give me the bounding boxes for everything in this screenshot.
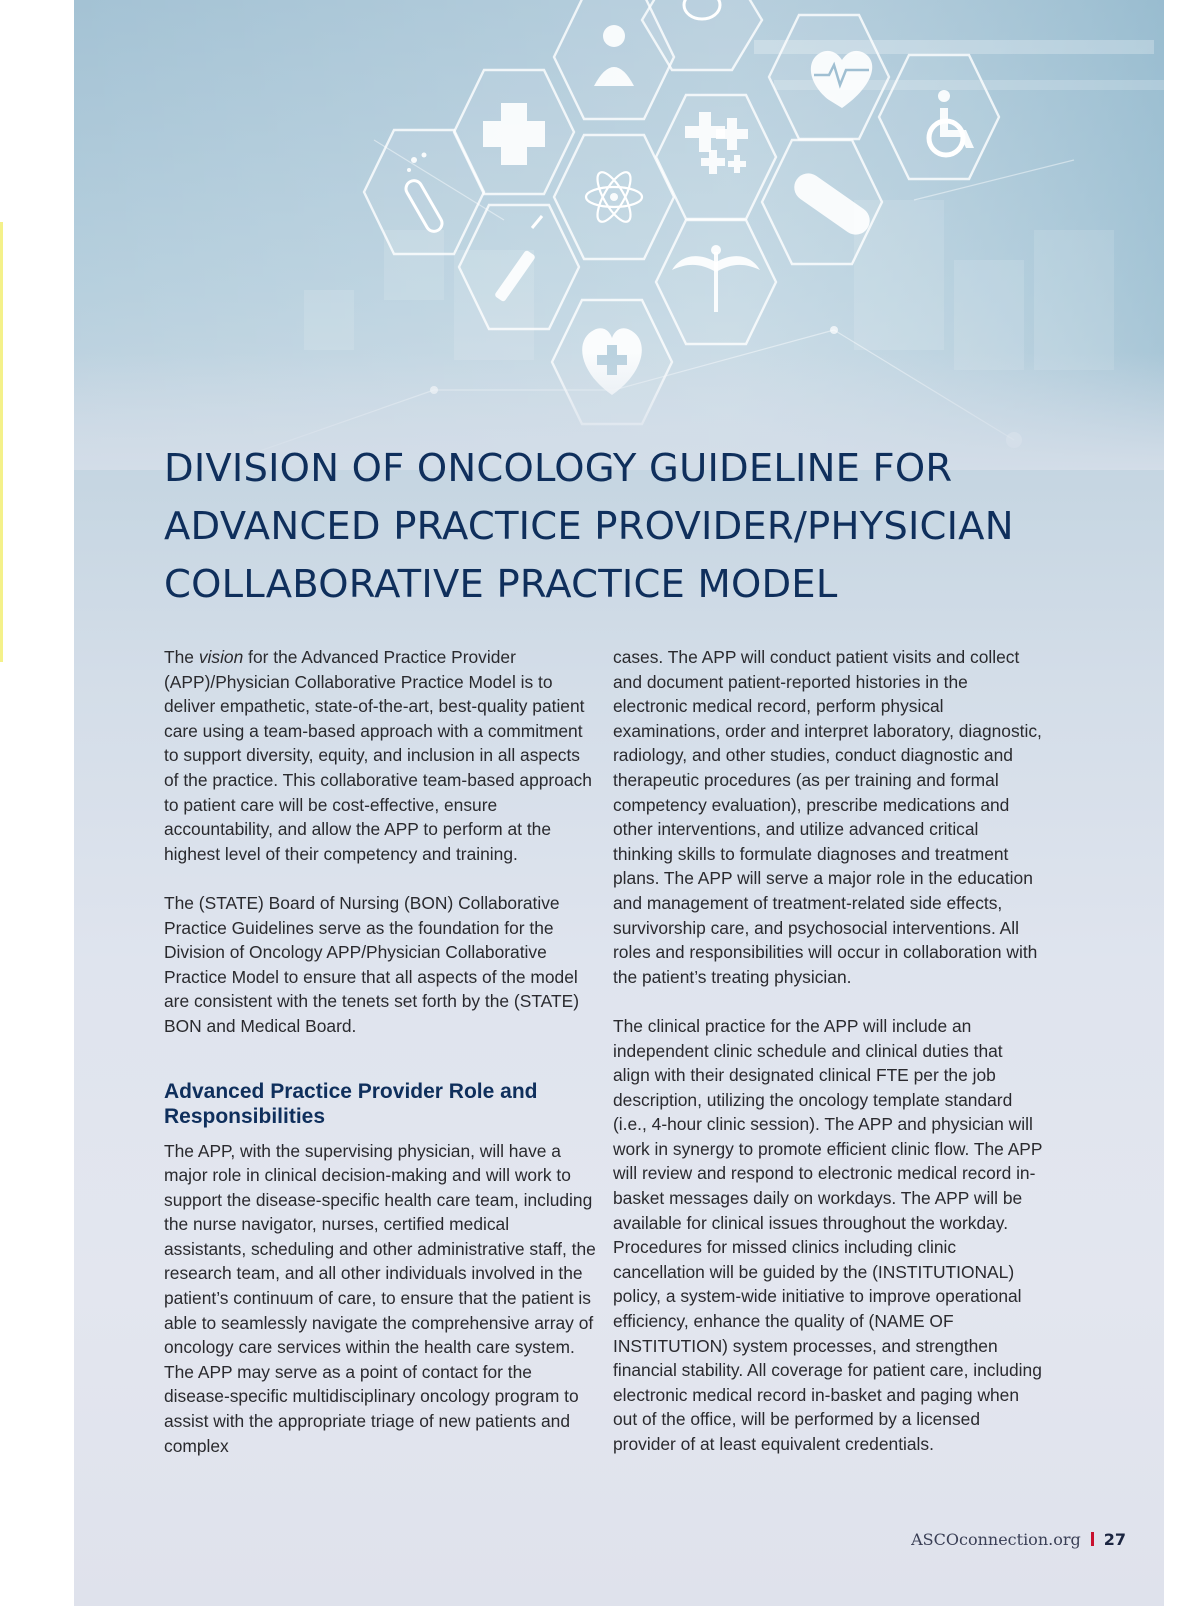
vision-emphasis: vision [198, 647, 244, 667]
bon-paragraph: The (STATE) Board of Nursing (BON) Collaborative Practice Guidelines serve as the foundation for the Division of Oncology APP/Physician Collaborative Practice Model to ensure that all aspects of the model are consistent with the tenets set forth by the (STATE) BON and Medical Board. [164, 892, 579, 1036]
page-number: 27 [1103, 1530, 1126, 1549]
hero-illustration [74, 0, 1164, 470]
section-heading: Advanced Practice Provider Role and Responsibilities [164, 1079, 538, 1128]
footer-site: ASCOconnection.org [911, 1530, 1081, 1549]
page-edge-highlight [0, 222, 3, 662]
vision-paragraph: The vision for the Advanced Practice Provider (APP)/Physician Collaborative Practice Model is to deliver empathetic, state-of-the-art, best-quality patient care using a team-based approach with a commitment to support diversity, equity, and inclusion in all aspects of the practice. This collaborative team-based approach to patient care will be cost-effective, ensure accountability, and allow the APP to perform at the highest level of their competency and training. [164, 647, 592, 864]
left-column [164, 645, 596, 1483]
page-footer [911, 1530, 1126, 1549]
page-title: DIVISION OF ONCOLOGY GUIDELINE FOR ADVANCED PRACTICE PROVIDER/PHYSICIAN COLLABORATIVE PRACTICE MODEL [164, 446, 1014, 607]
duties-paragraph: cases. The APP will conduct patient visits and collect and document patient-reported histories in the electronic medical record, perform physical examinations, order and interpret laboratory, diagnostic, radiology, and other studies, conduct diagnostic and therapeutic procedures (as per training and formal competency evaluation), prescribe medications and other interventions, and utilize advanced critical thinking skills to formulate diagnoses and treatment plans. The APP will serve a major role in the education and management of treatment-related side effects, survivorship care, and psychosocial interventions. All roles and responsibilities will occur in collaboration with the patient’s treating physician. [613, 647, 1042, 987]
clinical-practice-paragraph: The clinical practice for the APP will include an independent clinic schedule and clinical duties that align with their designated clinical FTE per the job description, utilizing the oncology template standard (i.e., 4-hour clinic session). The APP and physician will work in synergy to promote efficient clinic flow. The APP will review and respond to electronic medical record in-basket messages daily on workdays. The APP will be available for clinical issues throughout the workday. Procedures for missed clinics including clinic cancellation will be guided by the (INSTITUTIONAL) policy, a system-wide initiative to improve operational efficiency, enhance the quality of (NAME OF INSTITUTION) system processes, and strengthen financial stability. All coverage for patient care, including electronic medical record in-basket and paging when out of the office, will be performed by a licensed provider of at least equivalent credentials. [613, 1015, 1043, 1454]
right-column [613, 645, 1043, 1481]
footer-separator [1091, 1532, 1094, 1546]
role-paragraph: The APP, with the supervising physician, will have a major role in clinical decision-making and will work to support the disease-specific health care team, including the nurse navigator, nurses, certified medical assistants, scheduling and other administrative staff, the research team, and all other individuals involved in the patient’s continuum of care, to ensure that the patient is able to seamlessly navigate the comprehensive array of oncology care services within the health care system. The APP may serve as a point of contact for the disease-specific multidisciplinary oncology program to assist with the appropriate triage of new patients and complex [164, 1140, 596, 1456]
document-page [74, 0, 1164, 1606]
